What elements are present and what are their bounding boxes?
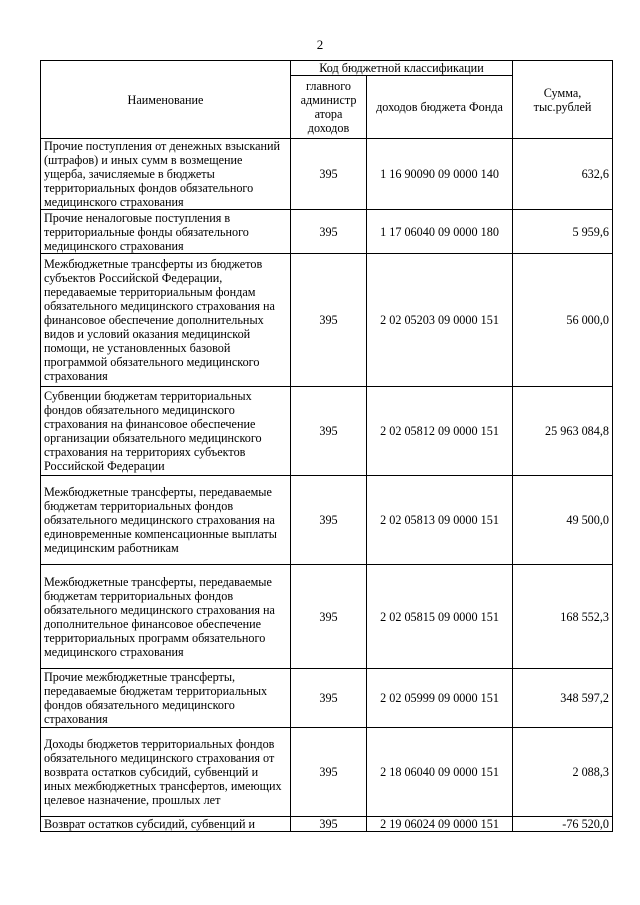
table-row bbox=[41, 728, 613, 817]
table-row bbox=[41, 565, 613, 669]
row-admin-code: 395 bbox=[291, 139, 367, 210]
header-fund-income: доходов бюджета Фонда bbox=[367, 76, 513, 139]
table-row bbox=[41, 669, 613, 728]
row-sum: 56 000,0 bbox=[513, 254, 613, 387]
header-administrator: главного администр атора доходов bbox=[291, 76, 367, 139]
row-income-code: 2 02 05203 09 0000 151 bbox=[367, 254, 513, 387]
row-sum: 168 552,3 bbox=[513, 565, 613, 669]
row-name: Прочие поступления от денежных взысканий (штрафов) и иных сумм в возмещение ущерба, зачисляемые в бюджеты территориальных фондов обязательного медицинского страхования bbox=[41, 139, 291, 210]
row-name: Межбюджетные трансферты, передаваемые бюджетам территориальных фондов обязательного медицинского страхования на дополнительное финансовое обеспечение территориальных программ обязательного медицинского страхования bbox=[41, 565, 291, 669]
table-row bbox=[41, 817, 613, 832]
row-name: Субвенции бюджетам территориальных фондов обязательного медицинского страхования на финансовое обеспечение организации обязательного медицинского страхования на территориях субъектов Российской Федерации bbox=[41, 387, 291, 476]
row-sum: -76 520,0 bbox=[513, 817, 613, 832]
row-admin-code: 395 bbox=[291, 728, 367, 817]
row-name: Межбюджетные трансферты, передаваемые бюджетам территориальных фондов обязательного медицинского страхования на единовременные компенсационные выплаты медицинским работникам bbox=[41, 476, 291, 565]
header-kbk-group: Код бюджетной классификации bbox=[291, 61, 513, 76]
row-admin-code: 395 bbox=[291, 669, 367, 728]
row-income-code: 1 17 06040 09 0000 180 bbox=[367, 210, 513, 254]
row-income-code: 2 02 05813 09 0000 151 bbox=[367, 476, 513, 565]
row-name: Доходы бюджетов территориальных фондов обязательного медицинского страхования от возврата остатков субсидий, субвенций и иных межбюджетных трансфертов, имеющих целевое назначение, прошлых лет bbox=[41, 728, 291, 817]
table-row bbox=[41, 254, 613, 387]
row-admin-code: 395 bbox=[291, 387, 367, 476]
row-name: Возврат остатков субсидий, субвенций и bbox=[41, 817, 291, 832]
row-income-code: 2 02 05815 09 0000 151 bbox=[367, 565, 513, 669]
row-name: Межбюджетные трансферты из бюджетов субъектов Российской Федерации, передаваемые территориальным фондам обязательного медицинского страхования на финансовое обеспечение дополнительных видов и условий оказания медицинской помощи, не установленных базовой программой обязательного медицинского страхования bbox=[41, 254, 291, 387]
table-row bbox=[41, 139, 613, 210]
row-sum: 5 959,6 bbox=[513, 210, 613, 254]
row-income-code: 2 19 06024 09 0000 151 bbox=[367, 817, 513, 832]
header-sum: Сумма, тыс.рублей bbox=[513, 61, 613, 139]
row-sum: 2 088,3 bbox=[513, 728, 613, 817]
table-row bbox=[41, 210, 613, 254]
row-income-code: 2 18 06040 09 0000 151 bbox=[367, 728, 513, 817]
page-number: 2 bbox=[316, 37, 324, 52]
row-sum: 25 963 084,8 bbox=[513, 387, 613, 476]
row-income-code: 1 16 90090 09 0000 140 bbox=[367, 139, 513, 210]
table-row bbox=[41, 476, 613, 565]
row-sum: 49 500,0 bbox=[513, 476, 613, 565]
row-admin-code: 395 bbox=[291, 565, 367, 669]
table-header bbox=[41, 61, 613, 139]
row-admin-code: 395 bbox=[291, 476, 367, 565]
row-income-code: 2 02 05812 09 0000 151 bbox=[367, 387, 513, 476]
budget-income-table bbox=[40, 60, 613, 832]
table-row bbox=[41, 387, 613, 476]
row-name: Прочие неналоговые поступления в территориальные фонды обязательного медицинского страхования bbox=[41, 210, 291, 254]
row-sum: 348 597,2 bbox=[513, 669, 613, 728]
row-name: Прочие межбюджетные трансферты, передаваемые бюджетам территориальных фондов обязательного медицинского страхования bbox=[41, 669, 291, 728]
row-sum: 632,6 bbox=[513, 139, 613, 210]
row-admin-code: 395 bbox=[291, 817, 367, 832]
row-income-code: 2 02 05999 09 0000 151 bbox=[367, 669, 513, 728]
header-name: Наименование bbox=[41, 61, 291, 139]
row-admin-code: 395 bbox=[291, 210, 367, 254]
row-admin-code: 395 bbox=[291, 254, 367, 387]
